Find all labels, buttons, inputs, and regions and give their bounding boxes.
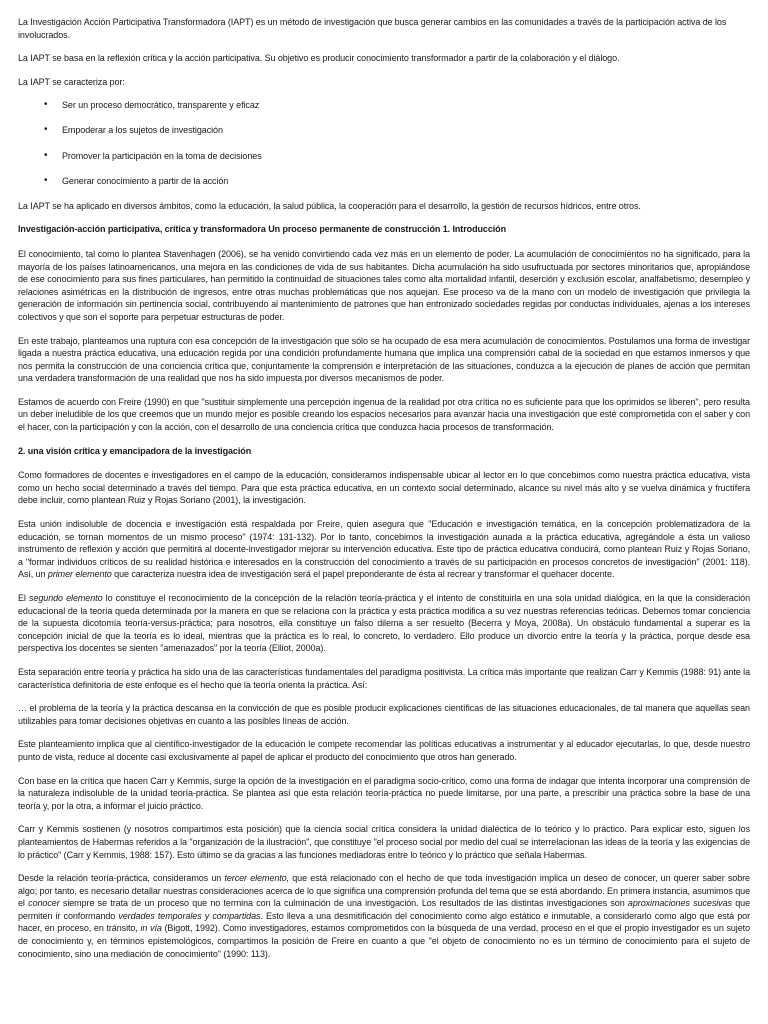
bullet-icon: • [44, 174, 48, 186]
section-2-paragraph-7: Con base en la crítica que hacen Carr y Kemmis, surge la opción de la investigación en el paradigma socio-crítico, como una forma de indagar que intenta incorporar una comprensión de la naturaleza indisoluble de la unidad teoría-práctica. Se plantea así que esta relación teoría-práctica no puede limitarse, por una parte, a prescribir una práctica sobre la base de una teoría y, por la otra, a informar el juicio práctico. [18, 775, 750, 811]
text-run: El [18, 593, 29, 603]
intro-paragraph-1: La Investigación Acción Participativa Transformadora (IAPT) es un método de investigación que busca generar cambios en las comunidades a través de la participación activa de los involucrados. [18, 17, 727, 40]
text-run: Esta unión indisoluble de docencia e investigación está respaldada por Freire, quien asegura que "Educación e investigación temática, en la concepción problematizadora de la educación, se tornan momentos de un mismo proceso" (1974: 131-132). Por lo tanto, concebimos la investigación aunada a la práctica educativa, agregándole a ésta un valioso instrumento de reflexión y acción que permitirá al docente-investigador mejorar su intervención educativa. Este tipo de práctica educativa conducirá, como plantean Ruiz y Rojas Soriano, a "formar individuos críticos de su realidad histórica e interesados en la construcción del conocimiento a través de su participación en procesos concretos de investigación" (2001: 118). Así, un [18, 519, 750, 580]
emphasis: conocer [28, 898, 60, 909]
section-1-paragraph-1: El conocimiento, tal como lo plantea Stavenhagen (2006), se ha venido convirtiendo cada vez más en un elemento de poder. La acumulación de conocimientos no ha significado, para la mayoría de los países latinoamericanos, una mejora en las condiciones de vida de sus habitantes. Dicha acumulación ha sido usufructuada por sectores minoritarios que, apropiándose de ese conocimiento para sus fines particulares, han permitido la continuidad de situaciones tales como alta mortalidad infantil, deserción y exclusión escolar, analfabetismo, desempleo y relaciones asimétricas en la distribución de ingresos, entre otras muchas problemáticas que nos aquejan. Ese proceso va de la mano con un modelo de investigación que privilegia la generación de información sin pertinencia social, contribuyendo al mantenimiento de patrones que han entronizado sociedades regidas por conductas individuales, ajenas a los intereses colectivos y que son el soporte para perpetuar estructuras de poder. [18, 248, 750, 322]
section-1-paragraph-3: Estamos de acuerdo con Freire (1990) en que "sustituir simplemente una percepción ingenua de la realidad por otra crítica no es suficiente para que los oprimidos se liberen", pero resulta un deber ineludible de los que creemos que un mundo mejor es posible creando los espacios necesarios para avanzar hacia una investigación que esté comprometida con el saber y con el hacer, con la participación y con la acción, con el desarrollo de una conciencia crítica que conduzca hacia procesos de transformación. [18, 396, 750, 433]
list-item [44, 124, 750, 137]
intro-paragraph-4: La IAPT se ha aplicado en diversos ámbitos, como la educación, la salud pública, la cooperación para el desarrollo, la gestión de recursos hídricos, entre otros. [18, 200, 641, 211]
section-2-paragraph-4: Esta separación entre teoría y práctica ha sido una de las características fundamentales del paradigma positivista. La crítica más importante que realizan Carr y Kemmis (1988: 91) ante la característica definitoria de este enfoque es el hecho que la teoría orienta la práctica. Así: [18, 666, 750, 690]
emphasis: tercer elemento, [224, 873, 290, 884]
bullet-icon: • [44, 99, 48, 111]
emphasis: primer elemento [47, 569, 112, 580]
bullet-icon: • [44, 124, 48, 136]
list-item-text: Ser un proceso democrático, transparente y eficaz [62, 100, 260, 111]
text-run: siempre se trata de un proceso que no termina con la culminación de una investigación. Los resultados de las distintas investigaciones son [59, 898, 628, 909]
intro-paragraph-2: La IAPT se basa en la reflexión crítica y la acción participativa. Su objetivo es producir conocimiento transformador a partir de la colaboración y el diálogo. [18, 53, 620, 64]
document-body [18, 16, 750, 971]
intro-paragraph-3: La IAPT se caracteriza por: [18, 76, 125, 87]
characteristics-list [18, 99, 750, 187]
section-2-paragraph-2 [18, 518, 750, 581]
list-item [44, 150, 750, 163]
text-run: (Bigott, 1992). Como investigadores, estamos comprometidos con la búsqueda de una verdad, proceso en el que el propio investigador es un sujeto de conocimiento y, en términos epistemológicos, compartimos la posición de Freire en cuanto a que "el objeto de conocimiento no es un término de conocimiento para el sujeto de conocimiento, sino una mediación de conocimiento" (1990: 113). [18, 923, 750, 959]
text-run: que está relacionado con el hecho de que toda investigación implica un deseo de conocer, un querer saber sobre algo; por tanto, es necesario detallar nuestras consideraciones acerca de lo que significa una comprensión profunda del tema que se está abordando. En primera instancia, asumimos que el [18, 873, 750, 909]
section-2-quote: … el problema de la teoría y la práctica descansa en la convicción de que es posible producir explicaciones científicas de las situaciones educacionales, de tal manera que aquellas sean utilizables para tomar decisiones objetivas en cuanto a las posibles líneas de acción. [18, 703, 750, 726]
text-run: Desde la relación teoría-práctica, consideramos un [18, 873, 225, 884]
emphasis: in vía [140, 923, 162, 934]
section-2-paragraph-1: Como formadores de docentes e investigadores en el campo de la educación, consideramos indispensable ubicar al lector en lo que concebimos como nuestra práctica educativa, vista como un hecho social determinado a través del tiempo. Para que esta práctica educativa, en un contexto social determinado, alcance su nivel más alto y se vuelva dinámica y fructífera debe incluir, como plantean Ruiz y Rojas Soriano (2001), la investigación. [18, 470, 750, 506]
list-item [44, 99, 750, 112]
section-2-heading: 2. una visión crítica y emancipadora de la investigación [18, 445, 252, 456]
section-1-paragraph-2: En este trabajo, planteamos una ruptura con esa concepción de la investigación que sólo se ha ocupado de esa mera acumulación de conocimientos. Postulamos una forma de investigar ligada a nuestra práctica educativa, una educación regida por una condición profundamente humana que implica una comprensión cabal de la sociedad en que estamos inmersos y que nos permita la construcción de una conciencia crítica que, conjuntamente la comprensión e interpretación de las situaciones, conduzca a la ejecución de planes de acción que permitan una verdadera transformación de una realidad que nos ha sido impuesta por diversos mecanismos de poder. [18, 335, 750, 384]
section-2-paragraph-3 [18, 592, 750, 655]
bullet-icon: • [44, 149, 48, 161]
text-run: . Esto lleva a una desmitificación del conocimiento como algo estático e inmutable, a considerarlo como algo que está por hacer, en proceso, en tránsito, [18, 910, 750, 934]
list-item-text: Promover la participación en la toma de decisiones [62, 150, 262, 161]
section-2-paragraph-9 [18, 872, 750, 960]
text-run: que caracteriza nuestra idea de investigación será el papel preponderante de ésta al recrear y transformar el quehacer docente. [111, 569, 615, 580]
emphasis: segundo elemento [29, 593, 103, 603]
section-2-paragraph-8: Carr y Kemmis sostienen (y nosotros compartimos esta posición) que la ciencia social crítica considera la unidad dialéctica de lo teórico y lo práctico. Para explicar esto, siguen los planteamientos de Habermas referidos a la "organización de la ilustración", que constituye "el proceso social por medio del cual se interrelacionan las ideas de la teoría y las exigencias de lo práctico" (Carr y Kemmis, 1988: 157). Esto último se da gracias a las funciones mediadoras entre lo teórico y lo práctico que señala Habermas. [18, 824, 750, 860]
list-item-text: Empoderar a los sujetos de investigación [62, 125, 223, 136]
text-run: lo constituye el reconocimiento de la concepción de la relación teoría-práctica y el intento de constituirla en una sola unidad dialógica, en la que la consideración educacional de la teoría queda determinada por la manera en que se relaciona con la práctica y esta práctica modifica a su vez nuestras referencias teóricas. Debemos tomar conciencia de la supuesta dicotomía teoría-versus-práctica; para nosotros, ella constituye un falso dilema a ser resuelto (Becerra y Moya, 2008a). Un obstáculo fundamental a superar es la concepción inicial de que la teoría es lo ideal, mientras que la práctica es lo real, lo concreto, lo verdadero. Ello produce un divorcio entre la teoría y la práctica, porque desde esa perspectiva los docentes se sienten "amenazados" por la teoría (Elliot, 2000a). [18, 593, 751, 654]
emphasis: verdades temporales y compartidas [118, 910, 261, 921]
section-2-paragraph-6: Este planteamiento implica que al científico-investigador de la educación le compete recomendar las políticas educativas a instrumentar y al educador ejecutarlas, lo que, desde nuestro punto de vista, reduce al docente casi exclusivamente al papel de aplicar el producto del conocimiento que otros han generado. [18, 739, 750, 762]
list-item-text: Generar conocimiento a partir de la acción [62, 175, 229, 186]
section-1-heading: Investigación-acción participativa, crítica y transformadora Un proceso permanente de construcción 1. Introducción [18, 224, 507, 235]
text-run: que permiten ir conformando [18, 898, 751, 921]
list-item [44, 175, 750, 188]
emphasis: aproximaciones sucesivas [627, 898, 732, 909]
